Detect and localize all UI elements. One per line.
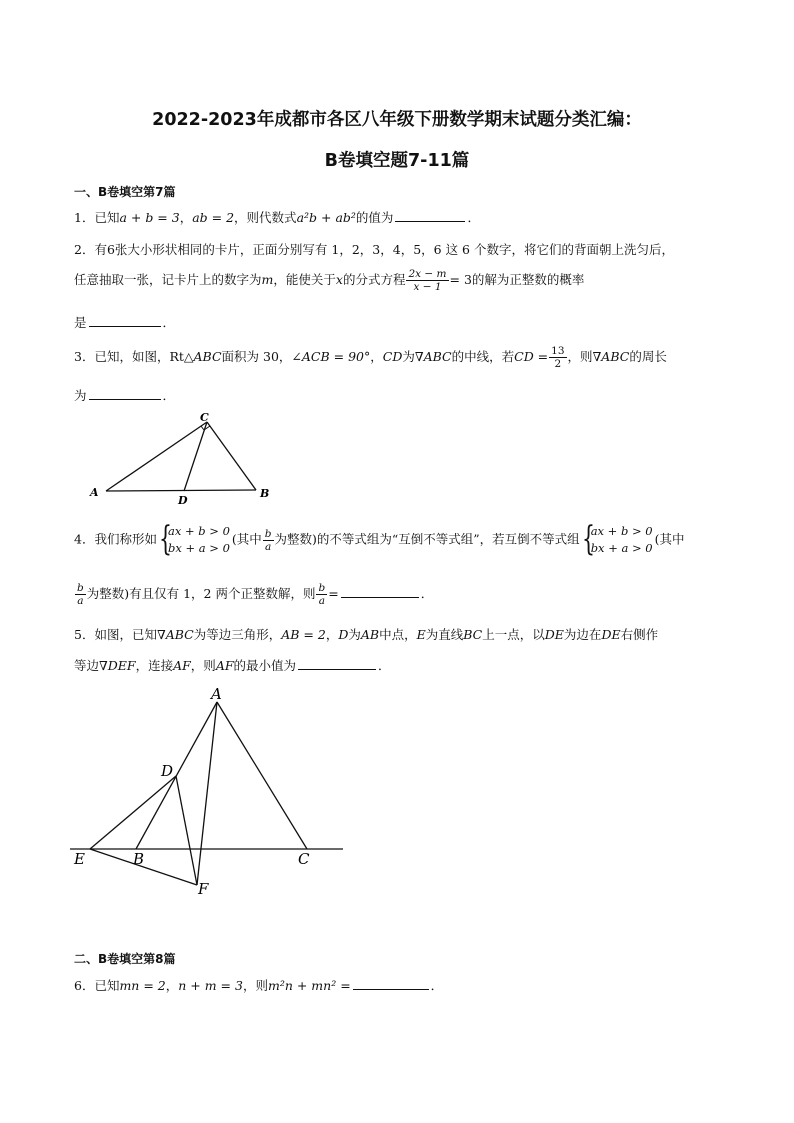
answer-blank[interactable] <box>89 325 161 327</box>
q4-fraction <box>75 582 86 607</box>
q5-text: 的最小值为 <box>233 658 297 673</box>
label-d: D <box>161 762 174 780</box>
q3-text-d: 为 <box>402 349 415 364</box>
q5-math: AB <box>360 627 380 642</box>
q5-math: AB = 2 <box>281 627 326 642</box>
q5-text: 为边在 <box>563 627 602 642</box>
q3-text-f: ，则 <box>567 349 593 364</box>
q5-text: 等边 <box>74 658 100 673</box>
inequality-1: ax + b > 0 <box>590 524 653 538</box>
q5-text: 右侧作 <box>620 627 659 642</box>
q5-text: ， <box>325 627 339 642</box>
q6-end: ． <box>430 978 444 993</box>
q2-text-d: = 3的解为正整数的概率 <box>449 272 585 287</box>
question-3-line-1 <box>74 345 667 370</box>
q2-text-b: ，能使关于 <box>273 272 336 287</box>
q5-math: DE <box>544 627 564 642</box>
segment-cb <box>207 422 256 490</box>
q5-text: 为 <box>348 627 361 642</box>
label-e: E <box>74 850 85 868</box>
answer-blank[interactable] <box>341 596 419 598</box>
section-heading: 二、B卷填空第8篇 <box>74 952 176 966</box>
inequality-2: bx + a > 0 <box>167 541 230 555</box>
label-b: B <box>260 487 270 500</box>
q5-text: ，连接 <box>135 658 174 673</box>
q6-text: 6．已知 <box>74 978 120 993</box>
q4-eq-sign: = <box>328 586 339 601</box>
q5-math: ∇DEF <box>99 658 136 673</box>
fraction-denominator: a <box>77 595 84 607</box>
q2-var-x: x <box>335 272 343 287</box>
fraction-numerator: b <box>264 527 272 540</box>
q2-text-e: 是 <box>74 315 87 330</box>
q1-condition-2: ab = 2 <box>192 210 235 225</box>
q3-fraction <box>549 345 566 370</box>
fraction-denominator: a <box>265 540 272 553</box>
q4-fraction <box>263 528 274 553</box>
segment-df <box>176 776 197 885</box>
question-5-line-2 <box>74 656 391 674</box>
q6-separator: ， <box>165 978 179 993</box>
answer-blank[interactable] <box>353 988 429 990</box>
inequality-1: ax + b > 0 <box>167 524 230 538</box>
question-6 <box>74 976 443 994</box>
q5-equilateral-figure <box>70 682 350 897</box>
q2-end: ． <box>162 315 176 330</box>
label-c: C <box>200 411 209 424</box>
label-b: B <box>133 850 145 868</box>
segment-af <box>197 702 217 885</box>
segment-ac <box>106 422 207 491</box>
q3-triangle: △ABC <box>183 349 222 364</box>
fraction-numerator: 2x − m <box>408 268 447 280</box>
q3-text-h: 为 <box>74 388 87 403</box>
fraction-numerator: b <box>318 582 326 594</box>
q3-text-b: 面积为 30， <box>221 349 292 364</box>
q3-text-e: 的中线，若 <box>451 349 515 364</box>
segment-ed <box>90 776 176 849</box>
q4-fraction <box>316 582 327 607</box>
q5-math: AF <box>173 658 191 673</box>
label-c: C <box>298 850 310 868</box>
q6-text-mid: ，则 <box>242 978 268 993</box>
q5-end: ． <box>378 658 391 673</box>
q5-text: 为等边三角形， <box>193 627 282 642</box>
question-2-line-3 <box>74 313 175 331</box>
label-f: F <box>198 880 209 897</box>
q4-text-b: (其中 <box>231 531 262 547</box>
q2-text-a: 任意抽取一张，记卡片上的数字为 <box>74 272 262 287</box>
q3-vabc: ∇ABC <box>414 349 452 364</box>
q4-text-d: (其中 <box>654 531 685 547</box>
q2-text-c: 的分式方程 <box>342 272 406 287</box>
q3-text-a: 3．已知，如图，Rt <box>74 349 184 364</box>
question-3-line-2 <box>74 386 175 404</box>
fraction-numerator: 13 <box>551 345 565 357</box>
q6-condition-2: n + m = 3 <box>178 978 243 993</box>
q3-text-g: 的周长 <box>629 349 667 364</box>
q3-triangle-figure <box>84 410 284 505</box>
q5-text: 5．如图，已知 <box>74 627 157 642</box>
q3-angle: ∠ACB = 90° <box>291 349 371 364</box>
answer-blank[interactable] <box>89 398 161 400</box>
q1-text: 1．已知 <box>74 210 120 225</box>
q5-math: D <box>338 627 349 642</box>
segment-ab <box>136 702 217 849</box>
q3-cd-eq: CD = <box>514 349 549 364</box>
q5-text: ，则 <box>190 658 216 673</box>
q1-condition-1: a + b = 3 <box>119 210 180 225</box>
q5-math: ∇ABC <box>156 627 194 642</box>
page-subtitle: B卷填空题7-11篇 <box>324 151 470 171</box>
q3-vabc: ∇ABC <box>592 349 630 364</box>
q1-separator: ， <box>179 210 193 225</box>
q6-condition-1: mn = 2 <box>119 978 166 993</box>
q4-text-a: 4．我们称形如 <box>74 531 157 547</box>
inequality-system <box>581 519 653 559</box>
q5-math: E <box>416 627 426 642</box>
q1-text-suffix: 的值为 <box>355 210 394 225</box>
q5-math: BC <box>463 627 483 642</box>
label-a: A <box>211 685 222 703</box>
fraction-denominator: x − 1 <box>413 281 442 293</box>
q5-text: 上一点，以 <box>482 627 545 642</box>
question-2-line-2 <box>74 268 584 293</box>
q2-var-m: m <box>261 272 274 287</box>
q5-math: DE <box>601 627 621 642</box>
inequality-2: bx + a > 0 <box>590 541 653 555</box>
question-4-line-1 <box>74 519 685 559</box>
question-5-line-1 <box>74 625 658 643</box>
q3-cd: CD <box>382 349 403 364</box>
segment-ab <box>106 490 256 491</box>
q1-end: ． <box>467 210 480 225</box>
label-d: D <box>178 494 188 505</box>
q3-text-c: ， <box>370 349 383 364</box>
q5-text: 为直线 <box>425 627 464 642</box>
fraction-denominator: 2 <box>554 358 562 370</box>
section-heading: 一、B卷填空第7篇 <box>74 185 176 199</box>
question-2-line-1: 2．有6张大小形状相同的卡片，正面分别写有 1，2，3，4，5，6 这 6 个数字，将它们的背面朝上洗匀后， <box>74 242 674 257</box>
question-4-line-2 <box>74 582 433 607</box>
q3-end: ． <box>162 388 176 403</box>
fraction-denominator: a <box>318 595 325 607</box>
brace-icon: { <box>158 519 172 559</box>
q2-fraction <box>406 268 448 293</box>
q5-math: AF <box>215 658 234 673</box>
q4-text-c: 为整数)的不等式组为“互倒不等式组”，若互倒不等式组 <box>274 531 580 547</box>
page-title: 2022-2023年成都市各区八年级下册数学期末试题分类汇编： <box>152 110 642 130</box>
q4-end: ． <box>420 586 434 601</box>
brace-icon: { <box>581 519 595 559</box>
question-1 <box>74 208 480 226</box>
answer-blank[interactable] <box>298 668 376 670</box>
segment-cd <box>184 422 207 491</box>
answer-blank[interactable] <box>395 220 465 222</box>
q4-text-e: 为整数)有且仅有 1，2 两个正整数解，则 <box>86 586 316 601</box>
fraction-numerator: b <box>77 582 84 594</box>
q5-text: 中点， <box>379 627 417 642</box>
segment-ac <box>217 702 307 849</box>
inequality-system <box>158 519 230 559</box>
q1-expression: a²b + ab² <box>296 210 356 225</box>
q6-expression: m²n + mn² = <box>267 978 351 993</box>
q1-text-mid: ，则代数式 <box>234 210 297 225</box>
label-a: A <box>90 486 99 499</box>
